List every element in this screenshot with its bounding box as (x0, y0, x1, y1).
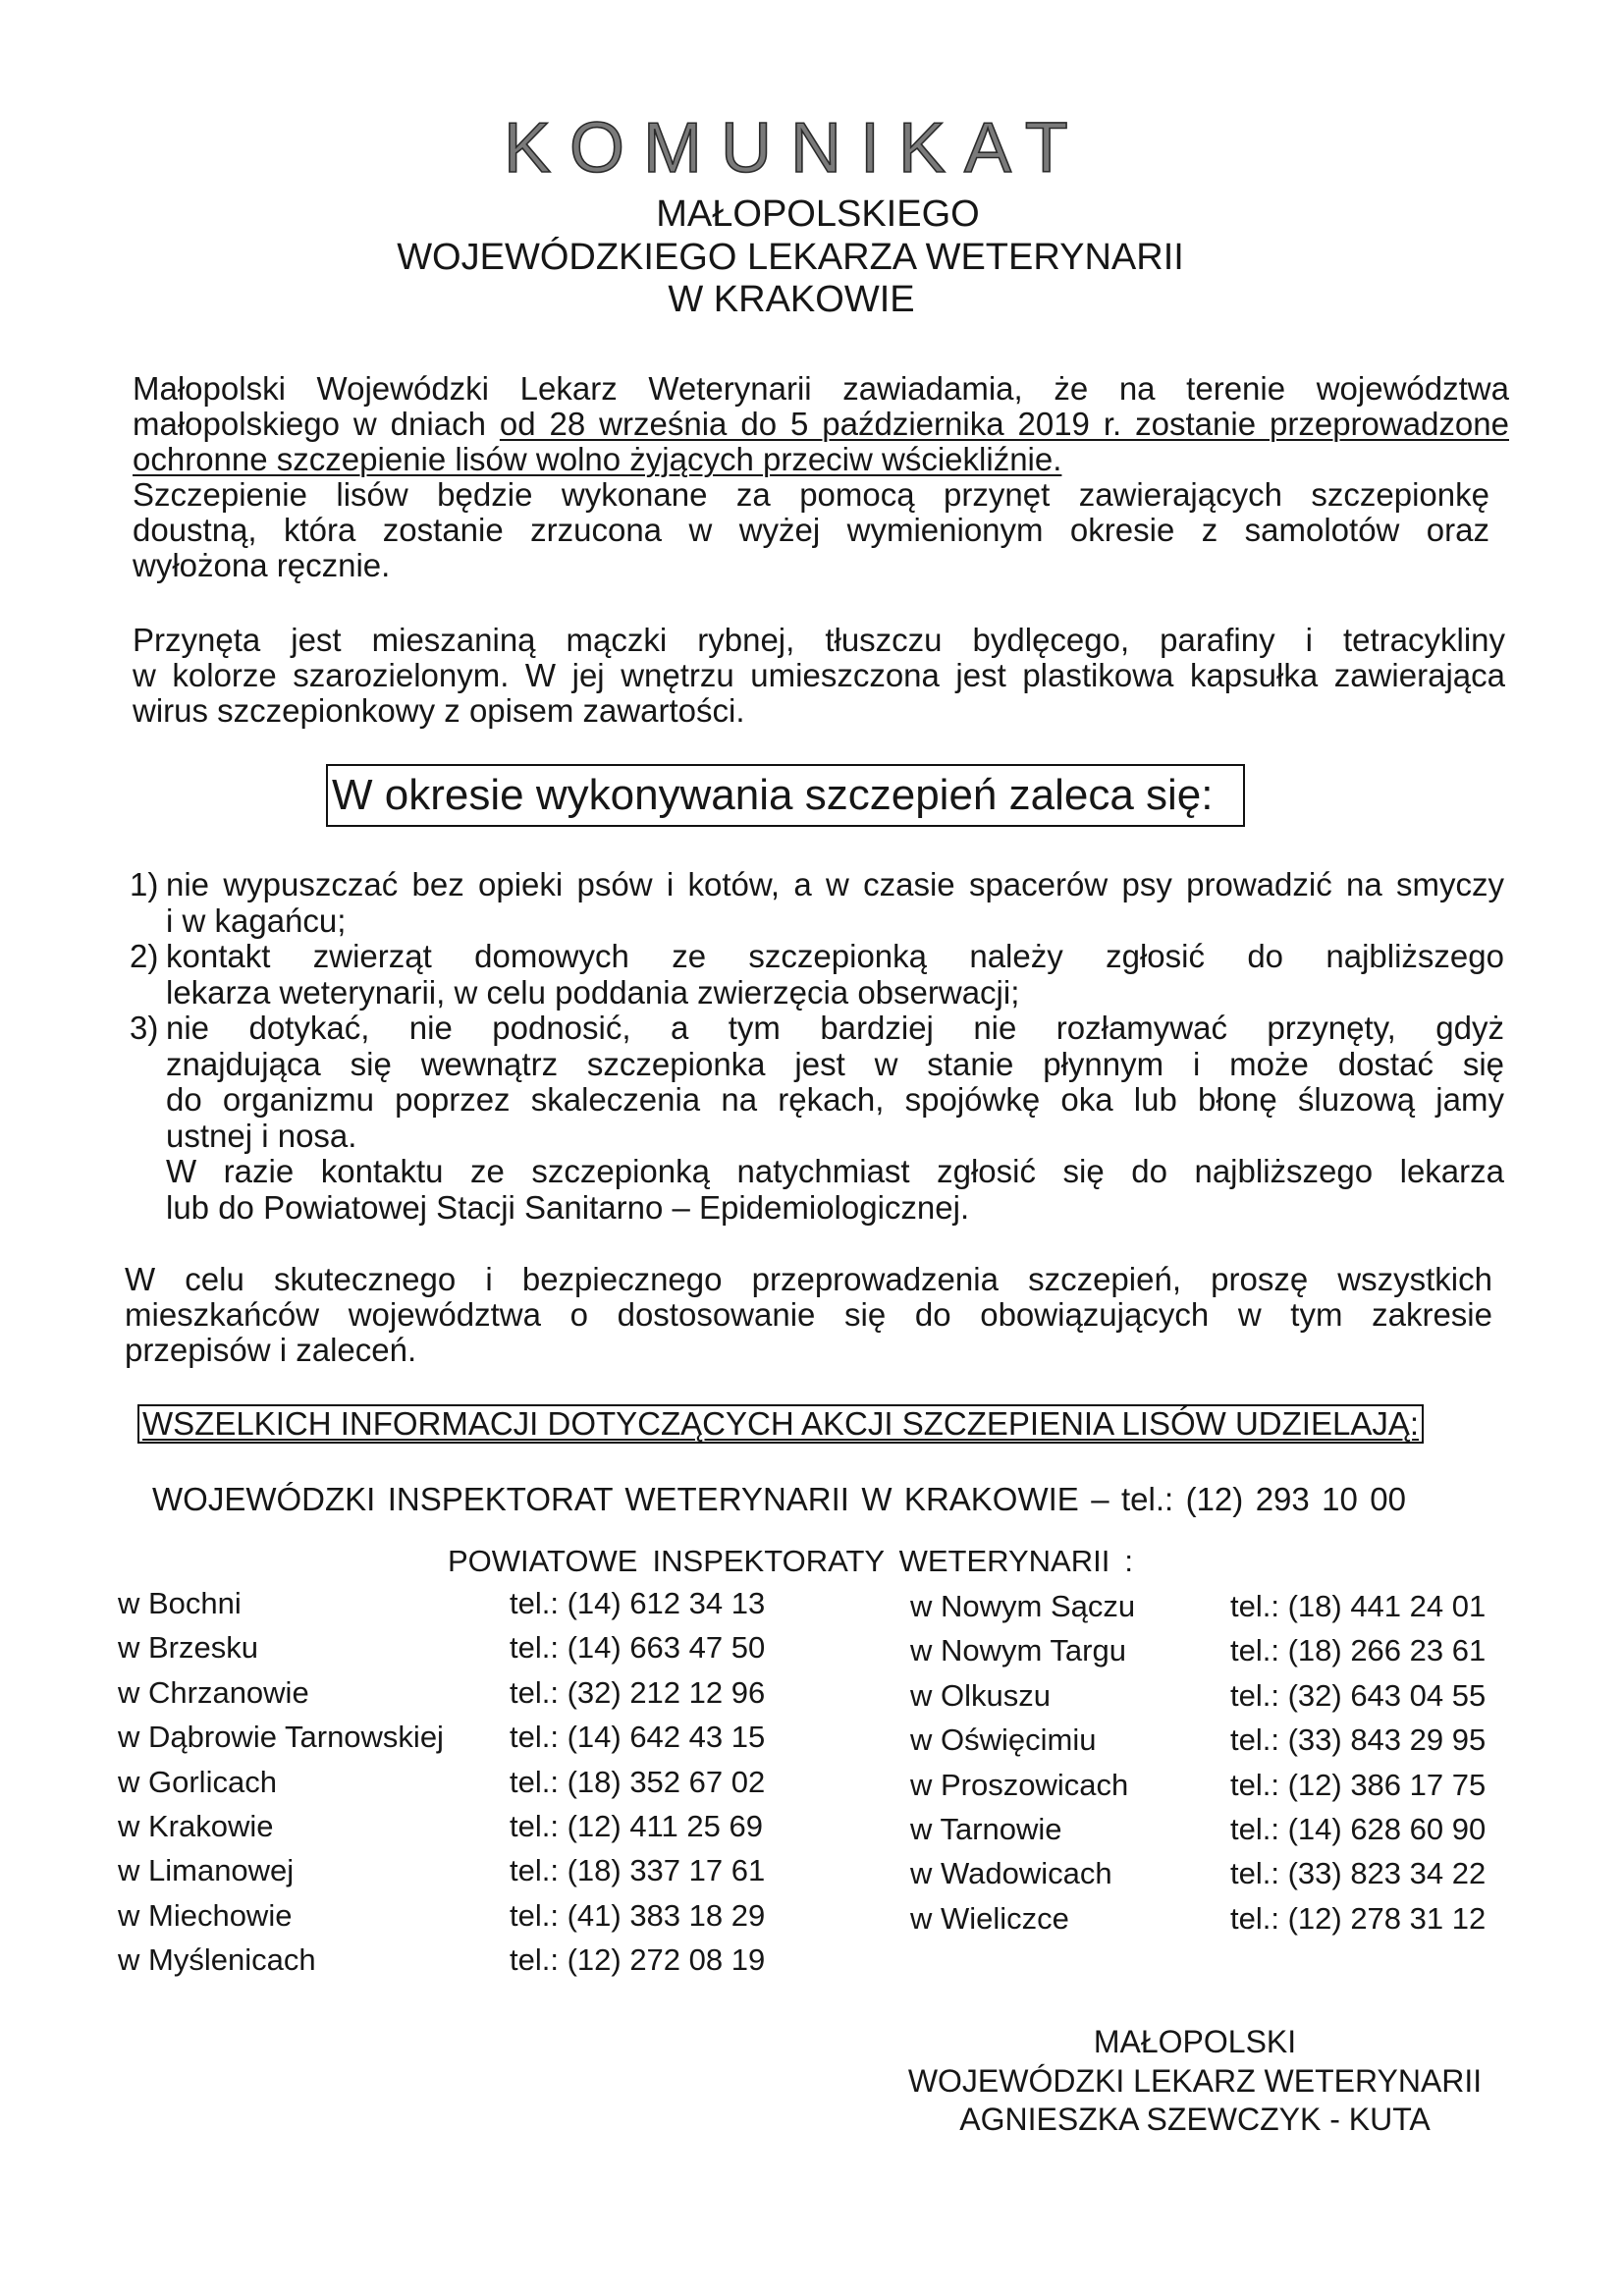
recommendation-item-3 (128, 1011, 1504, 1226)
recommendations-heading-box (326, 764, 1245, 827)
recommendations-heading: W okresie wykonywania szczepień zaleca się: (332, 771, 1214, 819)
district-office-row (910, 1763, 1486, 1807)
contacts-heading: WSZELKICH INFORMACJI DOTYCZĄCYCH AKCJI SZCZEPIENIA LISÓW UDZIELAJĄ: (142, 1405, 1420, 1442)
district-office-row (910, 1851, 1486, 1895)
office-phone: tel.: (33) 823 34 22 (1230, 1856, 1487, 1891)
item-line: nie wypuszczać bez opieki psów i kotów, a w czasie spacerów psy prowadzić na smyczy (166, 866, 1504, 902)
signature-line-3: AGNIESZKA SZEWCZYK - KUTA (959, 2102, 1431, 2137)
announcement-paragraph (133, 371, 1509, 477)
office-name: w Bochni (118, 1586, 242, 1620)
office-phone: tel.: (32) 643 04 55 (1230, 1677, 1487, 1713)
item-line: znajdująca się wewnątrz szczepionka jest w stanie płynnym i może dostać się (166, 1045, 1504, 1082)
office-name: w Wieliczce (910, 1900, 1069, 1936)
item-line: lekarza weterynarii, w celu poddania zwierzęcia obserwacji; (166, 973, 1020, 1011)
office-name: w Gorlicach (118, 1764, 277, 1799)
item-line: W razie kontaktu ze szczepionką natychmiast zgłosić się do najbliższego lekarza (166, 1153, 1504, 1189)
district-office-row (118, 1581, 765, 1625)
item-line: ustnej i nosa. (166, 1117, 357, 1154)
signature-line-1: MAŁOPOLSKI (1093, 2024, 1297, 2059)
vaccination-purpose-underlined: ochronne szczepienie lisów wolno żyjących przeciw wściekliźnie. (133, 441, 1062, 477)
recommendation-item-2 (128, 939, 1504, 1011)
district-office-row (118, 1848, 765, 1892)
announcement-line: Małopolski Wojewódzki Lekarz Weterynarii zawiadamia, że na terenie województwa (133, 370, 1509, 407)
district-office-row (118, 1625, 765, 1669)
announcement-line (133, 407, 1509, 442)
office-name: w Nowym Sączu (910, 1589, 1136, 1623)
main-office-contact (152, 1482, 1406, 1517)
vaccination-dates-underlined: od 28 września do 5 października 2019 r. zostanie przeprowadzone (499, 406, 1509, 442)
recommendations-list (128, 867, 1504, 1226)
appeal-paragraph (125, 1262, 1492, 1368)
office-phone: tel.: (32) 212 12 96 (510, 1674, 766, 1710)
main-office-line: WOJEWÓDZKI INSPEKTORAT WETERYNARII W KRAKOWIE – tel.: (12) 293 10 00 (152, 1481, 1406, 1517)
bait-description-paragraph (133, 623, 1505, 729)
office-name: w Proszowicach (910, 1767, 1129, 1802)
district-office-row (910, 1673, 1486, 1718)
bait-line: w kolorze szarozielonym. W jej wnętrzu umieszczona jest plastikowa kapsułka zawierająca (133, 657, 1505, 693)
district-office-row (910, 1896, 1486, 1941)
issuer-line-3: W KRAKOWIE (668, 279, 915, 320)
method-line: Szczepienie lisów będzie wykonane za pomocą przynęt zawierających szczepionkę (133, 476, 1489, 513)
district-office-row (118, 1760, 765, 1804)
office-phone: tel.: (12) 411 25 69 (510, 1808, 763, 1843)
office-name: w Nowym Targu (910, 1633, 1126, 1668)
office-name: w Olkuszu (910, 1677, 1051, 1713)
district-offices-left-column (118, 1581, 765, 1983)
item-number: 3) (130, 1010, 159, 1046)
issuer-line-2: WOJEWÓDZKIEGO LEKARZA WETERYNARII (397, 237, 1184, 278)
office-phone: tel.: (33) 843 29 95 (1230, 1722, 1487, 1758)
method-line: wyłożona ręcznie. (133, 547, 391, 583)
district-offices-heading (448, 1545, 1133, 1578)
office-phone: tel.: (14) 642 43 15 (510, 1720, 766, 1755)
office-phone: tel.: (18) 352 67 02 (510, 1764, 766, 1799)
district-office-row (910, 1628, 1486, 1672)
office-name: w Brzesku (118, 1630, 258, 1666)
item-line: i w kagańcu; (166, 902, 347, 939)
office-phone: tel.: (14) 663 47 50 (510, 1630, 766, 1666)
appeal-line: mieszkańców województwa o dostosowanie się do obowiązujących w tym zakresie (125, 1296, 1492, 1333)
document-title: KOMUNIKAT (504, 109, 1087, 188)
office-name: w Myślenicach (118, 1942, 316, 1978)
office-name: w Tarnowie (910, 1811, 1062, 1846)
announcement-line (133, 442, 1509, 477)
item-line: do organizmu poprzez skaleczenia na rękach, spojówkę oka lub błonę śluzową jamy (166, 1081, 1504, 1118)
district-office-row (910, 1807, 1486, 1851)
office-name: w Chrzanowie (118, 1674, 309, 1710)
contacts-heading-box (137, 1404, 1424, 1444)
item-number: 2) (130, 938, 159, 974)
office-phone: tel.: (14) 628 60 90 (1230, 1811, 1487, 1846)
district-office-row (910, 1718, 1486, 1762)
recommendation-item-1 (128, 867, 1504, 939)
district-heading-text: POWIATOWE INSPEKTORATY WETERYNARII : (448, 1544, 1133, 1578)
district-offices-right-column (910, 1584, 1486, 1941)
district-office-row (118, 1938, 765, 1982)
district-office-row (118, 1804, 765, 1848)
district-office-row (118, 1893, 765, 1938)
item-line: kontakt zwierząt domowych ze szczepionką należy zgłosić do najbliższego (166, 938, 1504, 974)
district-office-row (118, 1715, 765, 1759)
announcement-text: małopolskiego w dniach (133, 406, 486, 442)
office-phone: tel.: (41) 383 18 29 (510, 1897, 766, 1933)
method-line: doustną, która zostanie zrzucona w wyżej wymienionym okresie z samolotów oraz (133, 512, 1489, 548)
item-number: 1) (130, 866, 159, 902)
issuer-line-1: MAŁOPOLSKIEGO (656, 193, 980, 235)
office-phone: tel.: (18) 337 17 61 (510, 1853, 766, 1888)
bait-line: Przynęta jest mieszaniną mączki rybnej, tłuszczu bydlęcego, parafiny i tetracykliny (133, 622, 1505, 658)
office-name: w Wadowicach (910, 1856, 1112, 1891)
office-phone: tel.: (18) 266 23 61 (1230, 1633, 1487, 1668)
signature-line-2: WOJEWÓDZKI LEKARZ WETERYNARII (907, 2063, 1483, 2099)
office-name: w Krakowie (118, 1808, 274, 1843)
district-office-row (910, 1584, 1486, 1628)
office-name: w Dąbrowie Tarnowskiej (118, 1720, 444, 1755)
office-name: w Miechowie (118, 1897, 293, 1933)
appeal-line: przepisów i zaleceń. (125, 1332, 417, 1368)
office-phone: tel.: (18) 441 24 01 (1230, 1589, 1487, 1623)
district-office-row (118, 1670, 765, 1715)
method-paragraph (133, 477, 1489, 583)
office-phone: tel.: (12) 272 08 19 (510, 1942, 766, 1978)
bait-line: wirus szczepionkowy z opisem zawartości. (133, 692, 745, 729)
office-name: w Oświęcimiu (910, 1722, 1097, 1758)
office-phone: tel.: (14) 612 34 13 (510, 1586, 766, 1620)
appeal-line: W celu skutecznego i bezpiecznego przeprowadzenia szczepień, proszę wszystkich (125, 1261, 1492, 1297)
office-phone: tel.: (12) 386 17 75 (1230, 1767, 1487, 1802)
office-phone: tel.: (12) 278 31 12 (1230, 1900, 1487, 1936)
item-line: nie dotykać, nie podnosić, a tym bardziej nie rozłamywać przynęty, gdyż (166, 1010, 1504, 1046)
office-name: w Limanowej (118, 1853, 295, 1888)
item-line: lub do Powiatowej Stacji Sanitarno – Epidemiologicznej. (166, 1188, 970, 1226)
